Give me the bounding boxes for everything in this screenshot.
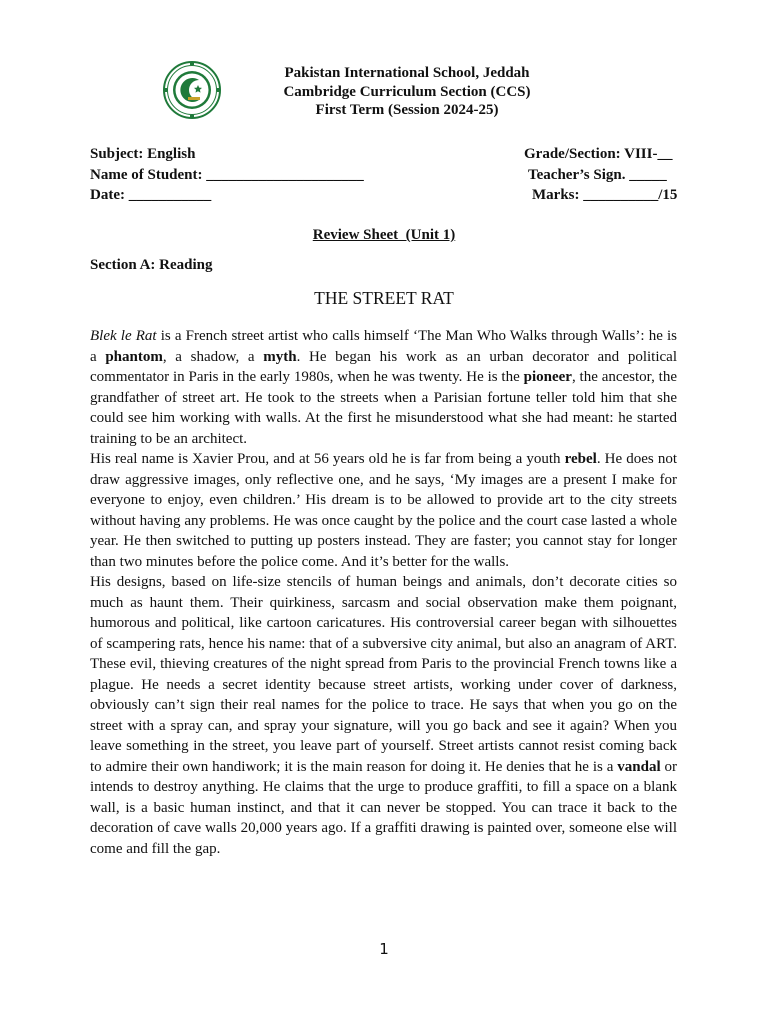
keyword-pioneer: pioneer [523,369,572,385]
curriculum-section: Cambridge Curriculum Section (CCS) [283,83,531,100]
marks-field: Marks: __________/15 [532,187,678,203]
subject-label: Subject: English [90,146,196,162]
page-number: 1 [379,940,389,958]
artist-name: Blek le Rat [90,328,157,344]
teacher-sign-field: Teacher’s Sign. _____ [528,166,667,183]
school-crest-icon [162,60,222,120]
keyword-myth: myth [263,348,297,365]
student-info-block [90,144,680,206]
paragraph-1: Blek le Rat is a French street artist who calls himself ‘The Man Who Walks through Walls’: he is a phantom, a shadow, a myth. He began his work as an urban decorator and political commentator in Paris in the early 1980s, when he was twenty. He is the pioneer, the ancestor, the grandfather of street art. He took to the streets when a Parisian fortune teller told him that she could see him working with walls. At the first he misunderstood what she had meant: he started training to be an architect. [90,328,677,447]
story-title: THE STREET RAT [314,288,454,308]
paragraph-2: His real name is Xavier Prou, and at 56 years old he is far from being a youth rebel. He does not draw aggressive images, only reflective one, and he says, ‘My images are a present I make for everyone to enjoy, even children.’ His dream is to be allowed to provide art to the city streets without having any problems. He was once caught by the police and the court case lasted a whole year. He then switched to putting up posters instead. They are faster; you cannot stay for longer than two minutes before the police come. And it’s better for the walls. [90,451,677,570]
review-sheet-title: Review Sheet (Unit 1) [312,227,456,243]
keyword-phantom: phantom [105,348,163,365]
reading-passage [90,326,677,859]
paragraph-3: His designs, based on life-size stencils of human beings and animals, don’t decorate cities so much as haunt them. Their quirkiness, sarcasm and social observation make them poignant, humorous and political, like cartoon caricatures. His controversial career began with silhouettes of scampering rats, hence his name: that of a subversive city animal, but also an anagram of ART. These evil, thieving creatures of the night spread from Paris to the provincial French towns like a plague. He needs a secret identity because street artists, working under cover of darkness, obviously can’t sign their real names for the police to trace. He says that when you go on the street with a spray can, and spray your signature, will you go back and see it again? When you leave something in the street, you leave part of yourself. Street artists cannot resist coming back to admire their own handiwork; it is the main reason for doing it. He denies that he is a vandal or intends to destroy anything. He claims that the urge to produce graffiti, to fill a space on a blank wall, is a basic human instinct, and that it can never be stopped. You can trace it back to the decoration of cave walls 20,000 years ago. If a graffiti drawing is painted over, someone else will come and fill the gap. [90,574,677,857]
school-name: Pakistan International School, Jeddah [284,65,530,81]
keyword-rebel: rebel [564,451,597,467]
student-name-field: Name of Student: _____________________ [90,166,364,183]
section-heading: Section A: Reading [90,257,213,273]
school-header [230,64,584,120]
date-field: Date: ___________ [90,187,212,203]
grade-section-label: Grade/Section: VIII-__ [524,146,673,162]
keyword-vandal: vandal [617,758,661,775]
term-session: First Term (Session 2024-25) [315,102,499,118]
